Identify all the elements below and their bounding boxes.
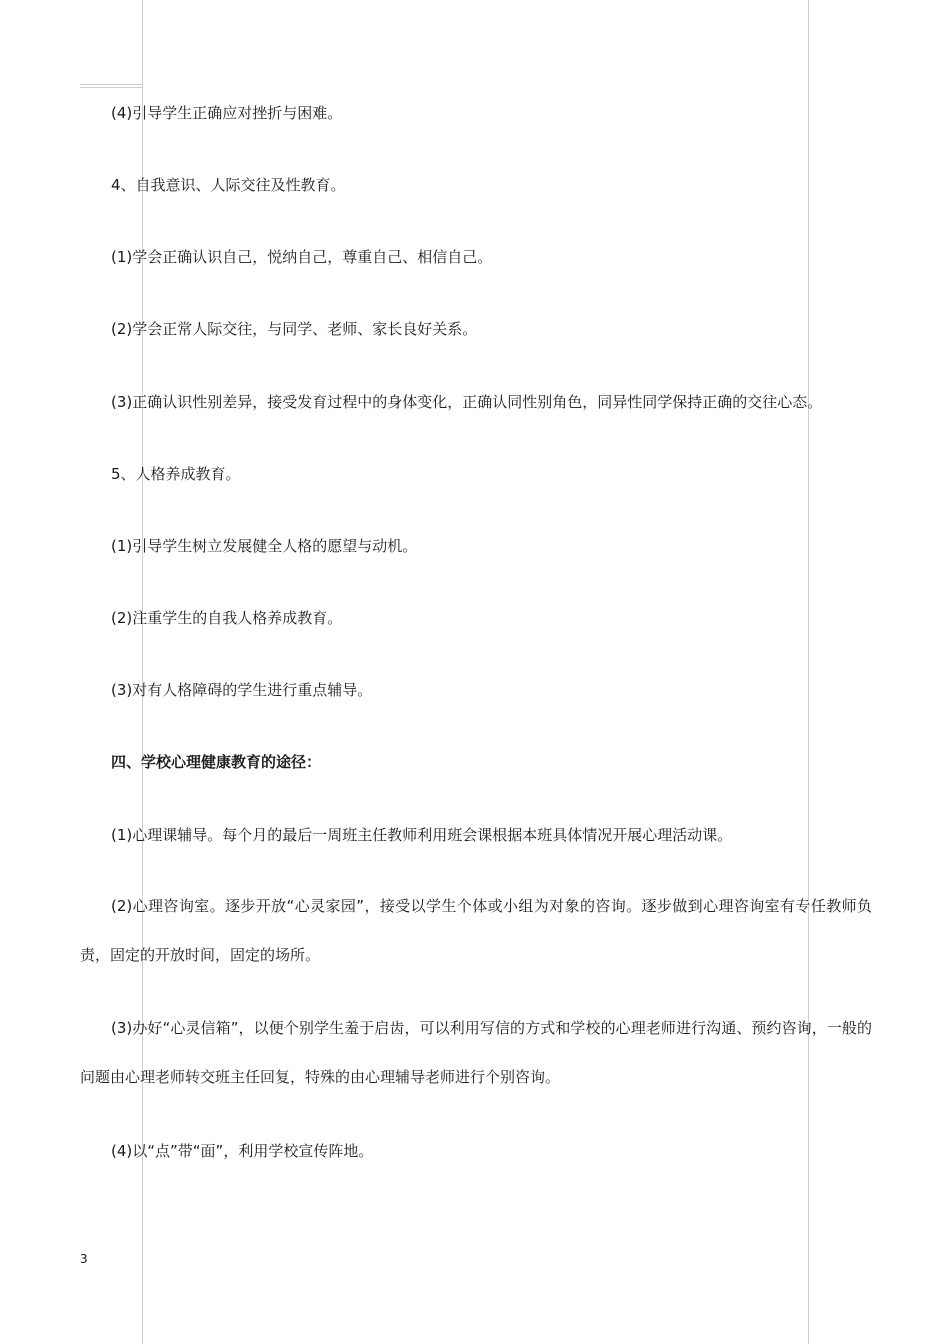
paragraph: (2)学会正常人际交往，与同学、老师、家长良好关系。 bbox=[111, 320, 478, 338]
paragraph: (2)心理咨询室。逐步开放“心灵家园”，接受以学生个体或小组为对象的咨询。逐步做到心理咨询室有专任教师负责，固定的开放时间，固定的场所。 bbox=[80, 897, 872, 964]
paragraph: (4)以“点”带“面”，利用学校宣传阵地。 bbox=[111, 1142, 374, 1160]
chapter-heading: 四、学校心理健康教育的途径： bbox=[111, 753, 322, 771]
page-number: 3 bbox=[80, 1252, 88, 1266]
section-heading: 4、自我意识、人际交往及性教育。 bbox=[111, 176, 346, 194]
paragraph: (2)注重学生的自我人格养成教育。 bbox=[111, 609, 343, 627]
paragraph: (4)引导学生正确应对挫折与困难。 bbox=[111, 104, 343, 122]
paragraph: (1)引导学生树立发展健全人格的愿望与动机。 bbox=[111, 537, 418, 555]
section-heading: 5、人格养成教育。 bbox=[111, 465, 241, 483]
paragraph: (3)对有人格障碍的学生进行重点辅导。 bbox=[111, 681, 373, 699]
paragraph: (3)正确认识性别差异，接受发育过程中的身体变化，正确认同性别角色，同异性同学保持正确的交往心态。 bbox=[111, 393, 823, 411]
paragraph: (3)办好“心灵信箱”，以便个别学生羞于启齿，可以利用写信的方式和学校的心理老师进行沟通、预约咨询，一般的问题由心理老师转交班主任回复，特殊的由心理辅导老师进行个别咨询。 bbox=[80, 1019, 872, 1086]
corner-crop-mark bbox=[80, 84, 142, 85]
paragraph: (1)心理课辅导。每个月的最后一周班主任教师利用班会课根据本班具体情况开展心理活动课。 bbox=[111, 826, 733, 844]
paragraph: (1)学会正确认识自己，悦纳自己，尊重自己、相信自己。 bbox=[111, 248, 493, 266]
corner-crop-mark bbox=[80, 87, 142, 88]
